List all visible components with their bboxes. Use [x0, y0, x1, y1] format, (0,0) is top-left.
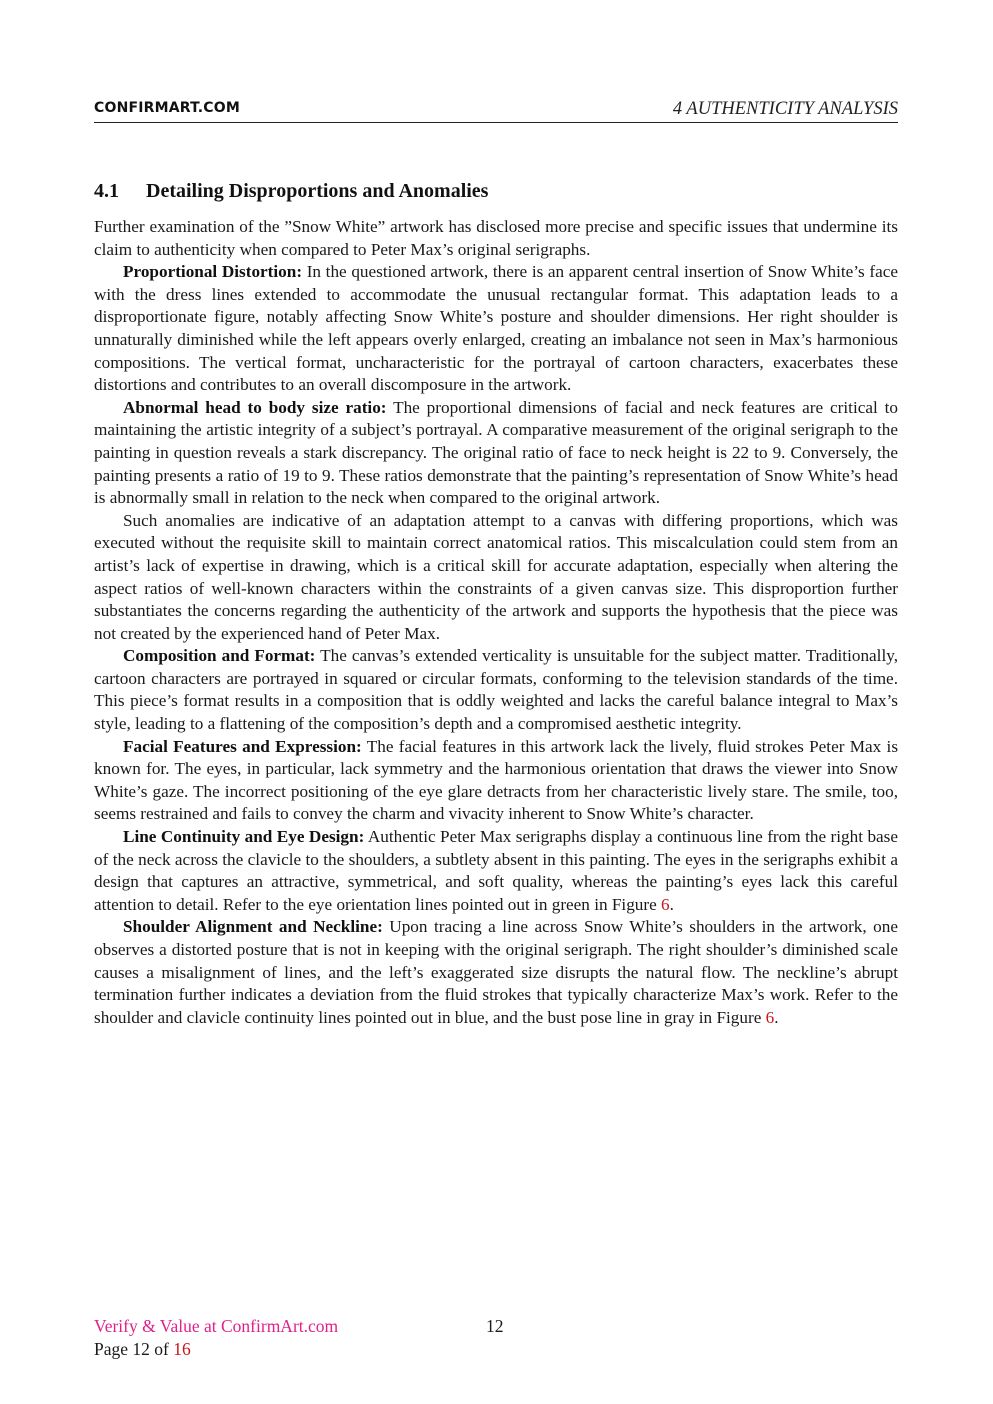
paragraph-text: Upon tracing a line across Snow White’s shoulders in the artwork, one observes a distorted posture that is not in keeping with the original serigraph. The right shoulder’s diminished scale causes a misalignment of lines, and the left’s exaggerated size disrupts the natural flow. The neckline’s abrupt termination further indicates a deviation from the fluid strokes that typically characterize Max’s work. Refer to the shoulder and clavicle continuity lines pointed out in blue, and the bust pose line in gray in Figure	[94, 917, 898, 1027]
intro-paragraph: Further examination of the ”Snow White” artwork has disclosed more precise and specific issues that undermine its claim to authenticity when compared to Peter Max’s original serigraphs.	[94, 217, 898, 259]
body-text	[94, 216, 898, 1029]
head-body-ratio-paragraph	[94, 397, 898, 510]
paragraph-text: Authentic Peter Max serigraphs display a continuous line from the right base of the neck across the clavicle to the shoulders, a subtlety absent in this painting. The eyes in the serigraphs exhibit a design that captures an attractive, symmetrical, and soft quality, whereas the painting’s eyes lack this careful attention to detail. Refer to the eye orientation lines pointed out in green in Figure	[94, 827, 898, 914]
line-continuity-paragraph	[94, 826, 898, 916]
composition-format-paragraph	[94, 645, 898, 735]
proportional-distortion-paragraph	[94, 261, 898, 397]
page-number: 12	[486, 1316, 504, 1336]
paragraph-text: The canvas’s extended verticality is unsuitable for the subject matter. Traditionally, cartoon characters are portrayed in squared or circular formats, conforming to the television standards of the time. This piece’s format results in a composition that is oddly weighted and lacks the careful balance integral to Max’s style, leading to a flattening of the composition’s depth and a compromised aesthetic integrity.	[94, 646, 899, 734]
section-heading	[94, 180, 488, 203]
paragraph-end: .	[669, 894, 674, 914]
paragraph-end: .	[774, 1007, 779, 1027]
paragraph-text: The proportional dimensions of facial and neck features are critical to maintaining the artistic integrity of a subject’s portrayal. A comparative measurement of the original serigraph to the painting in question reveals a stark discrepancy. The original ratio of face to neck height is 22 to 9. Conversely, the painting presents a ratio of 19 to 9. These ratios demonstrate that the painting’s representation of Snow White’s head is abnormally small in relation to the neck when compared to the original artwork.	[94, 397, 898, 508]
shoulder-alignment-paragraph	[94, 916, 898, 1029]
figure-reference-link[interactable]: 6	[765, 1007, 775, 1027]
section-number: 4.1	[94, 180, 119, 202]
paragraph-label: Facial Features and Expression:	[123, 736, 362, 756]
page-count-prefix: Page 12 of	[94, 1339, 174, 1359]
anomalies-paragraph: Such anomalies are indicative of an adaptation attempt to a canvas with differing proportions, which was executed without the requisite skill to maintain correct anatomical ratios. This miscalculation could stem from an artist’s lack of expertise in drawing, which is a critical skill for accurate adaptation, especially when altering the aspect ratios of well-known characters within the constraints of a given canvas size. This disproportion further substantiates the concerns regarding the authenticity of the artwork and supports the hypothesis that the piece was not created by the experienced hand of Peter Max.	[94, 510, 898, 643]
verify-value-link[interactable]: Verify & Value at ConfirmArt.com	[94, 1316, 339, 1336]
page-header	[94, 98, 898, 123]
paragraph-label: Abnormal head to body size ratio:	[123, 397, 387, 417]
page-total-link[interactable]: 16	[173, 1339, 191, 1359]
confirmart-logo: CONFIRMART.COM	[94, 100, 241, 116]
paragraph-label: Shoulder Alignment and Neckline:	[123, 917, 383, 937]
paragraph-text: In the questioned artwork, there is an apparent central insertion of Snow White’s face with the dress lines extended to accommodate the unusual rectangular format. This adaptation leads to a disproportionate figure, notably affecting Snow White’s posture and shoulder dimensions. Her right shoulder is unnaturally diminished while the left appears overly enlarged, creating an imbalance not seen in Max’s harmonious compositions. The vertical format, uncharacteristic for the portrayal of cartoon characters, exacerbates these distortions and contributes to an overall discomposure in the artwork.	[94, 262, 898, 395]
paragraph-text: The facial features in this artwork lack the lively, fluid strokes Peter Max is known for. The eyes, in particular, lack symmetry and the harmonious orientation that draws the viewer into Snow White’s gaze. The incorrect positioning of the eye glare detracts from her characteristic lively stare. The smile, too, seems restrained and fails to convey the charm and vivacity inherent to Snow White’s character.	[94, 736, 899, 824]
facial-features-paragraph	[94, 736, 898, 826]
page-count	[94, 1339, 191, 1360]
paragraph-label: Composition and Format:	[123, 646, 316, 666]
section-title: Detailing Disproportions and Anomalies	[146, 180, 489, 202]
figure-reference-link[interactable]: 6	[661, 894, 670, 914]
paragraph-label: Line Continuity and Eye Design:	[123, 827, 365, 847]
paragraph-label: Proportional Distortion:	[123, 262, 303, 282]
running-head: 4 AUTHENTICITY ANALYSIS	[672, 99, 898, 119]
